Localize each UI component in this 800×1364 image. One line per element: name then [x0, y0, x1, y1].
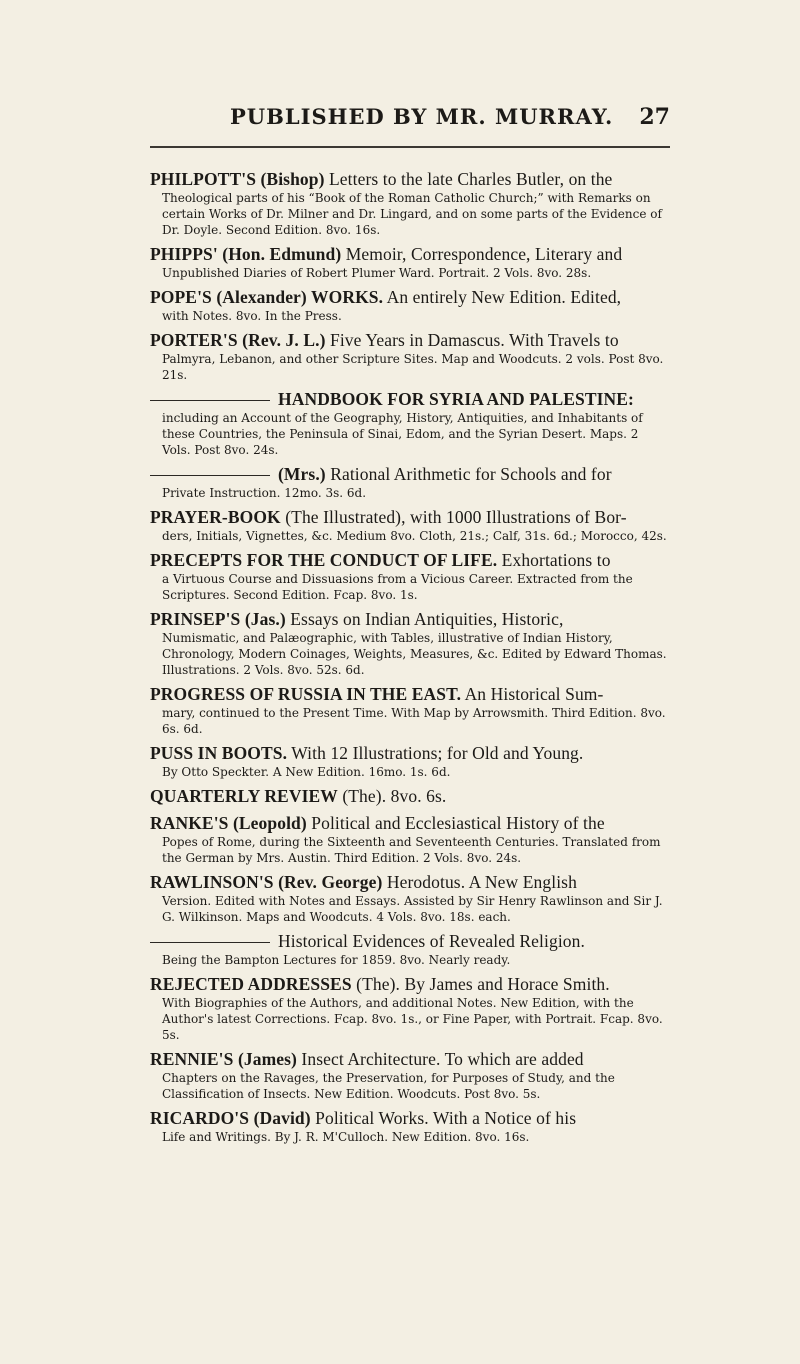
entry-title: (The). 8vo. 6s.: [337, 786, 447, 806]
page-number: 27: [639, 104, 670, 130]
entry-headword: RENNIE'S (James): [150, 1049, 297, 1069]
entry-headword: HANDBOOK FOR SYRIA AND PALESTINE:: [278, 389, 634, 409]
entry-headword: Historical Evidences of Revealed Religion.: [278, 931, 585, 951]
entry-details: Life and Writings. By J. R. M'Culloch. New Edition. 8vo. 16s.: [162, 1130, 530, 1144]
entry-title: Rational Arithmetic for Schools and for: [325, 464, 612, 484]
catalogue-entry: [150, 549, 670, 603]
catalogue-entry: [150, 243, 670, 281]
entry-headword: RICARDO'S (David): [150, 1108, 311, 1128]
catalogue-entry: [150, 463, 670, 501]
running-title: PUBLISHED BY MR. MURRAY.: [230, 104, 614, 129]
catalogue-entry: [150, 388, 670, 458]
entry-details: With Biographies of the Authors, and additional Notes. New Edition, with the Author's latest Corrections. Fcap. 8vo. 1s., or Fine Paper, with Portrait. Fcap. 8vo. 5s.: [162, 996, 663, 1042]
catalogue-entries: [150, 168, 670, 1150]
catalogue-entry: [150, 286, 670, 324]
entry-headword: REJECTED ADDRESSES: [150, 974, 352, 994]
catalogue-entry: [150, 812, 670, 866]
entry-details: By Otto Speckter. A New Edition. 16mo. 1s. 6d.: [162, 765, 451, 779]
entry-title: With 12 Illustrations; for Old and Young.: [287, 743, 584, 763]
entry-details: Version. Edited with Notes and Essays. Assisted by Sir Henry Rawlinson and Sir J. G. Wilkinson. Maps and Woodcuts. 4 Vols. 8vo. 18s. each.: [162, 894, 663, 924]
entry-title: Essays on Indian Antiquities, Historic,: [285, 609, 564, 629]
entry-title: Political Works. With a Notice of his: [310, 1108, 577, 1128]
catalogue-entry: [150, 785, 670, 807]
entry-title: An entirely New Edition. Edited,: [383, 287, 622, 307]
entry-details: Numismatic, and Palæographic, with Tables, illustrative of Indian History, Chronology, Modern Coinages, Weights, Measures, &c. Edited by Edward Thomas. Illustrations. 2 Vols. 8vo. 52s. 6d.: [162, 631, 667, 677]
entry-title: Memoir, Correspondence, Literary and: [341, 244, 623, 264]
entry-details: Palmyra, Lebanon, and other Scripture Sites. Map and Woodcuts. 2 vols. Post 8vo. 21s.: [162, 352, 664, 382]
entry-title: Letters to the late Charles Butler, on the: [324, 169, 613, 189]
entry-details: ders, Initials, Vignettes, &c. Medium 8vo. Cloth, 21s.; Calf, 31s. 6d.; Morocco, 42s.: [162, 529, 667, 543]
ditto-dash: [150, 942, 270, 943]
entry-details: with Notes. 8vo. In the Press.: [162, 309, 342, 323]
entry-title: An Historical Sum-: [461, 684, 604, 704]
entry-details: Theological parts of his “Book of the Roman Catholic Church;” with Remarks on certain Works of Dr. Milner and Dr. Lingard, and on some parts of the Evidence of Dr. Doyle. Second Edition. 8vo. 16s.: [162, 191, 662, 237]
entry-headword: POPE'S (Alexander) WORKS.: [150, 287, 384, 307]
entry-headword: PHILPOTT'S (Bishop): [150, 169, 325, 189]
entry-title: Insect Architecture. To which are added: [296, 1049, 584, 1069]
catalogue-entry: [150, 973, 670, 1043]
entry-details: Popes of Rome, during the Sixteenth and Seventeenth Centuries. Translated from the German by Mrs. Austin. Third Edition. 2 Vols. 8vo. 24s.: [162, 835, 661, 865]
entry-headword: PHIPPS' (Hon. Edmund): [150, 244, 342, 264]
catalogue-entry: [150, 930, 670, 968]
entry-details: including an Account of the Geography, History, Antiquities, and Inhabitants of these Countries, the Peninsula of Sinai, Edom, and the Syrian Desert. Maps. 2 Vols. Post 8vo. 24s.: [162, 411, 643, 457]
entry-headword: (Mrs.): [278, 464, 326, 484]
catalogue-entry: [150, 506, 670, 544]
entry-details: Private Instruction. 12mo. 3s. 6d.: [162, 486, 367, 500]
catalogue-entry: [150, 608, 670, 678]
entry-details: a Virtuous Course and Dissuasions from a Vicious Career. Extracted from the Scriptures. Second Edition. Fcap. 8vo. 1s.: [162, 572, 633, 602]
entry-headword: PUSS IN BOOTS.: [150, 743, 288, 763]
entry-headword: PRAYER-BOOK: [150, 507, 281, 527]
entry-title: (The). By James and Horace Smith.: [351, 974, 610, 994]
entry-headword: PROGRESS OF RUSSIA IN THE EAST.: [150, 684, 462, 704]
entry-details: mary, continued to the Present Time. With Map by Arrowsmith. Third Edition. 8vo. 6s. 6d.: [162, 706, 666, 736]
entry-headword: QUARTERLY REVIEW: [150, 786, 338, 806]
entry-title: Exhortations to: [497, 550, 611, 570]
entry-details: Being the Bampton Lectures for 1859. 8vo. Nearly ready.: [162, 953, 511, 967]
entry-title: (The Illustrated), with 1000 Illustrations of Bor-: [280, 507, 627, 527]
catalogue-entry: [150, 742, 670, 780]
entry-details: Chapters on the Ravages, the Preservation, for Purposes of Study, and the Classification of Insects. New Edition. Woodcuts. Post 8vo. 5s.: [162, 1071, 615, 1101]
ditto-dash: [150, 475, 270, 476]
entry-details: Unpublished Diaries of Robert Plumer Ward. Portrait. 2 Vols. 8vo. 28s.: [162, 266, 592, 280]
entry-title: Five Years in Damascus. With Travels to: [325, 330, 619, 350]
entry-headword: RANKE'S (Leopold): [150, 813, 307, 833]
catalogue-entry: [150, 1048, 670, 1102]
entry-headword: PRECEPTS FOR THE CONDUCT OF LIFE.: [150, 550, 498, 570]
entry-title: Herodotus. A New English: [382, 872, 577, 892]
entry-headword: PRINSEP'S (Jas.): [150, 609, 286, 629]
running-head: [150, 104, 670, 130]
catalogue-entry: [150, 168, 670, 238]
entry-headword: PORTER'S (Rev. J. L.): [150, 330, 326, 350]
catalogue-entry: [150, 871, 670, 925]
ditto-dash: [150, 400, 270, 401]
catalogue-entry: [150, 683, 670, 737]
entry-title: Political and Ecclesiastical History of the: [306, 813, 605, 833]
catalogue-entry: [150, 1107, 670, 1145]
entry-headword: RAWLINSON'S (Rev. George): [150, 872, 383, 892]
catalogue-entry: [150, 329, 670, 383]
header-rule: [150, 146, 670, 148]
